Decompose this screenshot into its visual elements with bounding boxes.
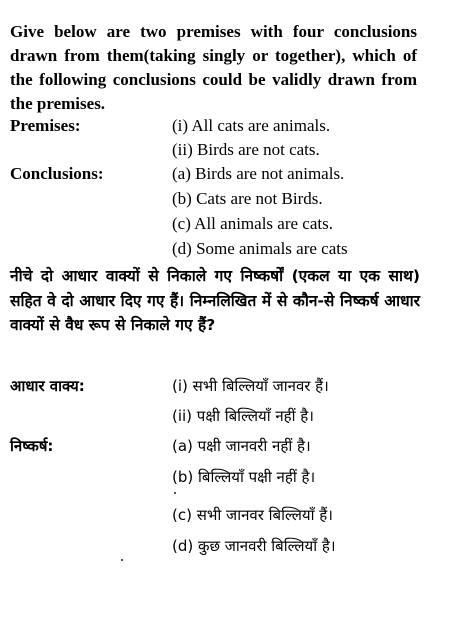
conclusion-english-b: (b) Cats are not Birds. — [172, 189, 323, 208]
premises-label-hindi: आधार वाक्य: — [10, 377, 85, 395]
conclusion-hindi-d: (d) कुछ जानवरी बिल्लियाँ है। — [172, 537, 336, 555]
conclusion-row-hindi-c — [0, 503, 465, 527]
conclusions-label-english: Conclusions: — [10, 164, 104, 183]
scan-speck — [174, 492, 176, 494]
conclusion-english-c: (c) All animals are cats. — [172, 214, 333, 233]
conclusion-row-hindi-d — [0, 534, 465, 558]
scan-speck — [121, 559, 123, 561]
question-text-hindi: नीचे दो आधार वाक्यों से निकाले गए निष्कर्षों (एकल या एक साथ) सहित वे दो आधार दिए गए हैं। निम्नलिखित में से कौन-से निष्कर्ष आधार वाक्यों से वैध रूप से निकाले गए हैं? — [10, 267, 420, 334]
conclusion-english-d: (d) Some animals are cats — [172, 239, 348, 258]
premise-row-hindi-2 — [0, 404, 465, 428]
premise-row-1 — [0, 114, 465, 138]
premises-label-english: Premises: — [10, 116, 81, 135]
conclusion-hindi-a: (a) पक्षी जानवरी नहीं है। — [172, 437, 311, 455]
conclusion-english-a: (a) Birds are not animals. — [172, 164, 345, 183]
conclusion-hindi-b: (b) बिल्लियाँ पक्षी नहीं है। — [172, 468, 316, 486]
premise-english-ii: (ii) Birds are not cats. — [172, 140, 320, 159]
conclusions-label-hindi: निष्कर्ष: — [10, 437, 54, 455]
conclusion-row-hindi-b — [0, 465, 465, 489]
conclusion-row-c — [0, 212, 465, 236]
conclusion-row-a — [0, 162, 465, 186]
conclusion-row-hindi-a — [0, 434, 465, 458]
premise-row-2 — [0, 138, 465, 162]
question-text-english: Give below are two premises with four conclusions drawn from them(taking singly or together), which of the following conclusions could be validly drawn from the premises. — [10, 22, 417, 113]
premise-english-i: (i) All cats are animals. — [172, 116, 331, 135]
premise-row-hindi-1 — [0, 374, 465, 398]
conclusion-row-b — [0, 187, 465, 211]
conclusion-hindi-c: (c) सभी जानवर बिल्लियाँ हैं। — [172, 506, 333, 524]
premise-hindi-i: (i) सभी बिल्लियाँ जानवर हैं। — [172, 377, 329, 395]
conclusion-row-d — [0, 237, 465, 261]
premise-hindi-ii: (ii) पक्षी बिल्लियाँ नहीं है। — [172, 407, 314, 425]
